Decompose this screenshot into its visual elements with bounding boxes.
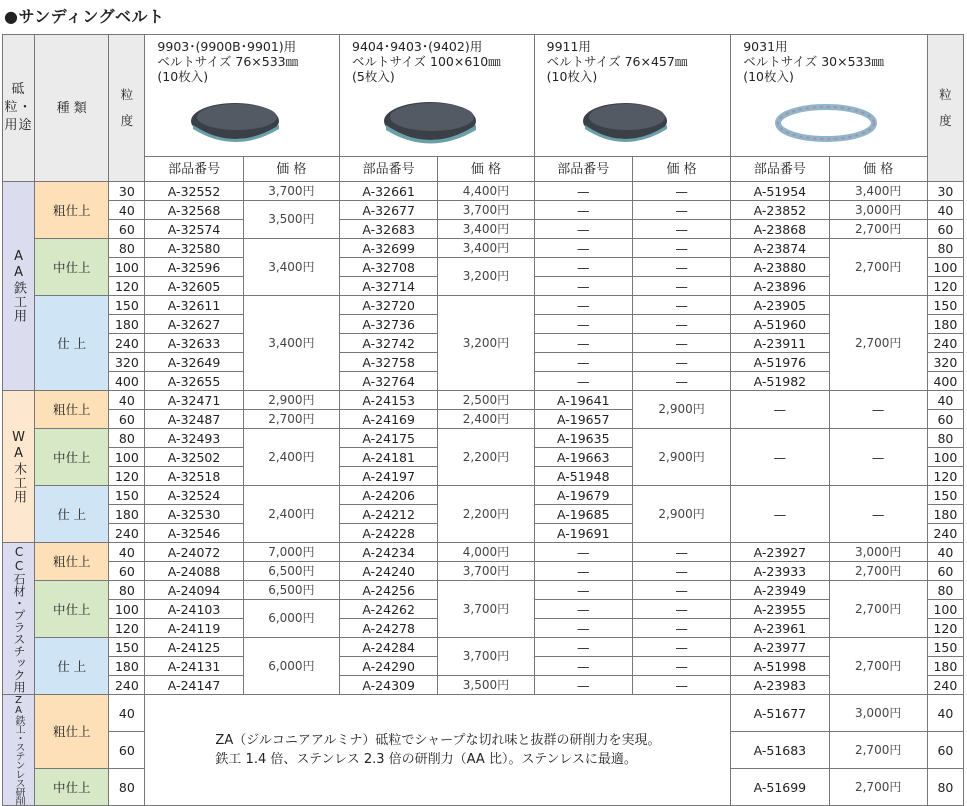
part-number: A-32736 — [340, 315, 438, 334]
price: — — [632, 277, 730, 296]
grit: 100 — [109, 600, 145, 619]
part-number: A-32530 — [145, 505, 243, 524]
price: — — [632, 543, 730, 562]
grit: 40 — [109, 695, 145, 732]
part-number: A-32546 — [145, 524, 243, 543]
grit: 60 — [927, 220, 963, 239]
grit: 80 — [109, 239, 145, 258]
price: 3,400円 — [243, 296, 339, 391]
finish-rough: 粗仕上 — [35, 543, 109, 581]
page-title: ●サンディングベルト — [4, 7, 165, 26]
category-cc: CC石材・プラスチック用 — [3, 543, 35, 695]
price: — — [632, 619, 730, 638]
part-number: A-23880 — [731, 258, 829, 277]
price: 3,200円 — [438, 258, 534, 296]
grit: 40 — [927, 391, 963, 410]
grit: 40 — [927, 543, 963, 562]
price: — — [632, 239, 730, 258]
price: 2,700円 — [829, 769, 927, 806]
product-9911: 9911用 ベルトサイズ 76×457㎜ (10枚入) — [534, 35, 731, 157]
part-number: A-51683 — [731, 732, 829, 769]
part-number: A-23983 — [731, 676, 829, 695]
price: 3,700円 — [243, 182, 339, 201]
grit: 100 — [109, 258, 145, 277]
price: 2,400円 — [243, 486, 339, 543]
grit: 40 — [927, 201, 963, 220]
grit: 80 — [109, 581, 145, 600]
part-number: A-24072 — [145, 543, 243, 562]
price: 2,700円 — [829, 296, 927, 391]
part-number: A-24181 — [340, 448, 438, 467]
grit: 320 — [927, 353, 963, 372]
price: — — [632, 334, 730, 353]
part-number: A-19657 — [534, 410, 632, 429]
part-number: A-32677 — [340, 201, 438, 220]
grit: 120 — [927, 277, 963, 296]
price: — — [829, 429, 927, 486]
part-number: A-24147 — [145, 676, 243, 695]
grit: 400 — [109, 372, 145, 391]
price: 4,400円 — [438, 182, 534, 201]
part-number: A-32661 — [340, 182, 438, 201]
part-number: A-23874 — [731, 239, 829, 258]
part-number: A-32596 — [145, 258, 243, 277]
price: 7,000円 — [243, 543, 339, 562]
part-number: A-24088 — [145, 562, 243, 581]
grit: 60 — [109, 732, 145, 769]
sanding-belt-table — [2, 34, 964, 806]
part-number: — — [534, 239, 632, 258]
grit: 30 — [927, 182, 963, 201]
price: — — [632, 353, 730, 372]
belt-image — [185, 93, 285, 148]
grit: 120 — [109, 277, 145, 296]
part-number: A-23961 — [731, 619, 829, 638]
grit: 100 — [927, 600, 963, 619]
part-number: A-32493 — [145, 429, 243, 448]
price-header: 価 格 — [829, 157, 927, 182]
price: 2,900円 — [632, 429, 730, 486]
price: — — [632, 220, 730, 239]
part-number: A-19685 — [534, 505, 632, 524]
part-number: A-32655 — [145, 372, 243, 391]
finish-rough: 粗仕上 — [35, 391, 109, 429]
grit: 150 — [109, 296, 145, 315]
part-number: A-32524 — [145, 486, 243, 505]
part-number: A-23955 — [731, 600, 829, 619]
part-number: A-51699 — [731, 769, 829, 806]
grit: 180 — [109, 657, 145, 676]
price: 2,400円 — [438, 410, 534, 429]
part-number: A-32471 — [145, 391, 243, 410]
belt-image — [771, 93, 881, 148]
part-number: A-23896 — [731, 277, 829, 296]
part-number: A-32574 — [145, 220, 243, 239]
part-number: A-19679 — [534, 486, 632, 505]
part-number: A-19641 — [534, 391, 632, 410]
finish-rough: 粗仕上 — [35, 695, 109, 769]
category-aa: AA鉄工用 — [3, 182, 35, 391]
price: 2,900円 — [243, 391, 339, 410]
grit: 60 — [927, 562, 963, 581]
part-number: A-24153 — [340, 391, 438, 410]
grit: 100 — [927, 448, 963, 467]
price: 2,700円 — [829, 581, 927, 638]
part-number: A-19663 — [534, 448, 632, 467]
price: 3,000円 — [829, 201, 927, 220]
part-number: — — [534, 182, 632, 201]
price: — — [632, 296, 730, 315]
part-number: A-23927 — [731, 543, 829, 562]
price: — — [632, 562, 730, 581]
price: 3,400円 — [243, 239, 339, 296]
part-number: A-24125 — [145, 638, 243, 657]
part-number: A-32552 — [145, 182, 243, 201]
part-number: — — [534, 372, 632, 391]
part-number: A-19635 — [534, 429, 632, 448]
finish-rough: 粗仕上 — [35, 182, 109, 239]
part-number: A-23977 — [731, 638, 829, 657]
price: — — [632, 201, 730, 220]
part-number: — — [534, 201, 632, 220]
grit-header-left: 粒度 — [109, 35, 145, 182]
grit-header-right: 粒度 — [927, 35, 963, 182]
price: — — [829, 486, 927, 543]
part-number: A-51954 — [731, 182, 829, 201]
price: 2,400円 — [243, 429, 339, 486]
price-header: 価 格 — [632, 157, 730, 182]
grit: 240 — [927, 676, 963, 695]
price: 3,400円 — [438, 220, 534, 239]
part-number: A-23911 — [731, 334, 829, 353]
part-number: — — [534, 619, 632, 638]
price: — — [632, 372, 730, 391]
grit: 100 — [927, 258, 963, 277]
part-number: A-24262 — [340, 600, 438, 619]
price: 2,900円 — [632, 391, 730, 429]
price: 2,200円 — [438, 486, 534, 543]
grit: 40 — [927, 695, 963, 732]
grit: 80 — [927, 769, 963, 806]
usage-header: 砥粒・用途 — [3, 35, 35, 182]
grit: 80 — [109, 769, 145, 806]
grit: 60 — [927, 732, 963, 769]
grit: 60 — [927, 410, 963, 429]
product-9903: 9903･(9900B･9901)用 ベルトサイズ 76×533㎜ (10枚入) — [145, 35, 340, 157]
grit: 180 — [109, 505, 145, 524]
part-number: — — [534, 581, 632, 600]
price: 6,000円 — [243, 600, 339, 638]
part-number: — — [534, 220, 632, 239]
part-number: A-19691 — [534, 524, 632, 543]
part-number: — — [534, 638, 632, 657]
belt-image — [575, 93, 675, 148]
part-number: A-51677 — [731, 695, 829, 732]
part-header: 部品番号 — [340, 157, 438, 182]
finish-fine: 仕 上 — [35, 296, 109, 391]
finish-fine: 仕 上 — [35, 486, 109, 543]
part-number: A-24240 — [340, 562, 438, 581]
grit: 80 — [927, 581, 963, 600]
price: 3,700円 — [438, 201, 534, 220]
grit: 240 — [109, 676, 145, 695]
price: — — [632, 581, 730, 600]
part-number: A-24169 — [340, 410, 438, 429]
product-9404: 9404･9403･(9402)用 ベルトサイズ 100×610㎜ (5枚入) — [340, 35, 535, 157]
part-number: A-24212 — [340, 505, 438, 524]
price: 2,700円 — [829, 239, 927, 296]
part-number: A-32633 — [145, 334, 243, 353]
price: 3,500円 — [243, 201, 339, 239]
finish-medium: 中仕上 — [35, 429, 109, 486]
grit: 60 — [109, 410, 145, 429]
price: 3,400円 — [438, 239, 534, 258]
grit: 120 — [109, 467, 145, 486]
category-wa: WA木工用 — [3, 391, 35, 543]
grit: 150 — [109, 638, 145, 657]
grit: 30 — [109, 182, 145, 201]
price: 6,500円 — [243, 581, 339, 600]
price-header: 価 格 — [438, 157, 534, 182]
finish-medium: 中仕上 — [35, 239, 109, 296]
part-number: — — [731, 391, 829, 429]
grit: 240 — [927, 334, 963, 353]
type-header: 種 類 — [35, 35, 109, 182]
part-number: A-32627 — [145, 315, 243, 334]
grit: 120 — [927, 467, 963, 486]
part-number: — — [534, 334, 632, 353]
part-number: A-24256 — [340, 581, 438, 600]
finish-medium: 中仕上 — [35, 769, 109, 806]
product-9031: 9031用 ベルトサイズ 30×533㎜ (10枚入) — [731, 35, 928, 157]
price: — — [632, 258, 730, 277]
price: — — [632, 182, 730, 201]
part-number: A-32518 — [145, 467, 243, 486]
category-za: ZA鉄工・ステンレス研削 — [3, 695, 35, 806]
price: 2,200円 — [438, 429, 534, 486]
part-number: — — [534, 353, 632, 372]
grit: 150 — [927, 638, 963, 657]
part-number: A-51982 — [731, 372, 829, 391]
grit: 40 — [109, 201, 145, 220]
price: — — [632, 676, 730, 695]
part-header: 部品番号 — [145, 157, 243, 182]
part-number: A-24131 — [145, 657, 243, 676]
grit: 400 — [927, 372, 963, 391]
part-number: — — [534, 258, 632, 277]
part-number: A-32487 — [145, 410, 243, 429]
grit: 40 — [109, 543, 145, 562]
part-number: A-51948 — [534, 467, 632, 486]
price: 3,700円 — [438, 562, 534, 581]
part-number: — — [534, 296, 632, 315]
price: 3,500円 — [438, 676, 534, 695]
part-number: A-24206 — [340, 486, 438, 505]
part-number: A-23852 — [731, 201, 829, 220]
price: 3,200円 — [438, 296, 534, 391]
grit: 150 — [927, 486, 963, 505]
part-number: — — [534, 600, 632, 619]
part-number: — — [534, 277, 632, 296]
price: 2,700円 — [829, 638, 927, 695]
part-number: A-51976 — [731, 353, 829, 372]
price: 2,500円 — [438, 391, 534, 410]
price: 3,000円 — [829, 543, 927, 562]
grit: 60 — [109, 562, 145, 581]
price: — — [632, 315, 730, 334]
part-number: A-32580 — [145, 239, 243, 258]
part-number: A-24290 — [340, 657, 438, 676]
part-number: A-24094 — [145, 581, 243, 600]
grit: 80 — [109, 429, 145, 448]
price: 2,700円 — [829, 732, 927, 769]
part-number: — — [731, 486, 829, 543]
za-description: ZA（ジルコニアアルミナ）砥粒でシャープな切れ味と抜群の研削力を実現。 鉄工 1.4 倍、ステンレス 2.3 倍の研削力（AA 比）。ステンレスに最適。 — [145, 695, 731, 806]
price: 2,700円 — [243, 410, 339, 429]
price: — — [632, 600, 730, 619]
part-number: A-32764 — [340, 372, 438, 391]
grit: 180 — [927, 505, 963, 524]
price: 4,000円 — [438, 543, 534, 562]
part-number: — — [534, 543, 632, 562]
part-number: A-32611 — [145, 296, 243, 315]
part-number: A-32758 — [340, 353, 438, 372]
grit: 320 — [109, 353, 145, 372]
part-number: A-23905 — [731, 296, 829, 315]
price: 3,700円 — [438, 581, 534, 638]
price-header: 価 格 — [243, 157, 339, 182]
grit: 180 — [927, 315, 963, 334]
part-number: — — [731, 429, 829, 486]
price: 2,900円 — [632, 486, 730, 543]
grit: 120 — [927, 619, 963, 638]
part-number: A-32708 — [340, 258, 438, 277]
grit: 120 — [109, 619, 145, 638]
price: 3,700円 — [438, 638, 534, 676]
part-number: A-24309 — [340, 676, 438, 695]
part-number: A-24175 — [340, 429, 438, 448]
grit: 150 — [927, 296, 963, 315]
part-number: A-32742 — [340, 334, 438, 353]
part-number: A-32649 — [145, 353, 243, 372]
grit: 240 — [927, 524, 963, 543]
part-number: — — [534, 657, 632, 676]
grit: 240 — [109, 334, 145, 353]
part-number: A-32568 — [145, 201, 243, 220]
finish-medium: 中仕上 — [35, 581, 109, 638]
part-number: A-32714 — [340, 277, 438, 296]
price: 3,400円 — [829, 182, 927, 201]
part-number: A-24234 — [340, 543, 438, 562]
part-number: A-51998 — [731, 657, 829, 676]
part-number: — — [534, 562, 632, 581]
grit: 80 — [927, 429, 963, 448]
grit: 40 — [109, 391, 145, 410]
part-number: A-23933 — [731, 562, 829, 581]
grit: 180 — [927, 657, 963, 676]
part-header: 部品番号 — [534, 157, 632, 182]
price: — — [632, 638, 730, 657]
price: — — [829, 391, 927, 429]
finish-fine: 仕 上 — [35, 638, 109, 695]
grit: 60 — [109, 220, 145, 239]
grit: 180 — [109, 315, 145, 334]
belt-image — [380, 93, 480, 148]
part-number: A-32605 — [145, 277, 243, 296]
grit: 80 — [927, 239, 963, 258]
price: — — [632, 657, 730, 676]
part-number: A-32699 — [340, 239, 438, 258]
part-number: A-24284 — [340, 638, 438, 657]
part-number: — — [534, 315, 632, 334]
part-number: A-51960 — [731, 315, 829, 334]
part-number: A-23949 — [731, 581, 829, 600]
price: 2,700円 — [829, 220, 927, 239]
part-number: A-24197 — [340, 467, 438, 486]
part-number: A-32683 — [340, 220, 438, 239]
part-number: A-23868 — [731, 220, 829, 239]
part-number: A-32502 — [145, 448, 243, 467]
grit: 100 — [109, 448, 145, 467]
price: 3,000円 — [829, 695, 927, 732]
price: 6,500円 — [243, 562, 339, 581]
part-number: A-24103 — [145, 600, 243, 619]
part-number: A-32720 — [340, 296, 438, 315]
part-header: 部品番号 — [731, 157, 829, 182]
part-number: A-24119 — [145, 619, 243, 638]
price: 6,000円 — [243, 638, 339, 695]
grit: 150 — [109, 486, 145, 505]
price: 2,700円 — [829, 562, 927, 581]
part-number: A-24228 — [340, 524, 438, 543]
part-number: A-24278 — [340, 619, 438, 638]
part-number: — — [534, 676, 632, 695]
grit: 240 — [109, 524, 145, 543]
